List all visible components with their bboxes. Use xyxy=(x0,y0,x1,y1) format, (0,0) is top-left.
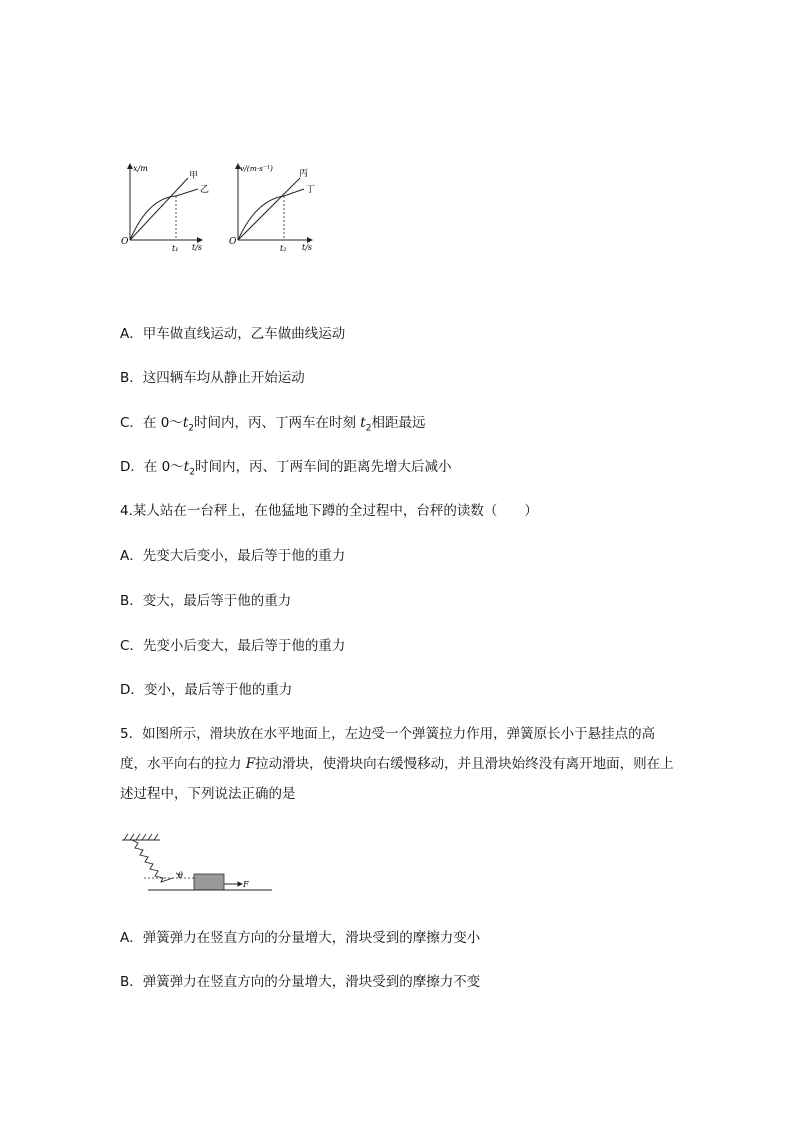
q5-stem xyxy=(120,719,675,809)
force-label: F xyxy=(243,880,249,889)
q4-option-d: D．变小，最后等于他的重力 xyxy=(120,682,293,698)
q4-stem: 4.某人站在一台秤上，在他猛地下蹲的全过程中，台秤的读数（ ） xyxy=(120,503,538,519)
q5-option-a: A．弹簧弹力在竖直方向的分量增大，滑块受到的摩擦力变小 xyxy=(120,930,481,946)
left-curve-jia xyxy=(130,178,188,240)
right-graph xyxy=(229,164,315,253)
left-graph xyxy=(121,164,209,253)
left-curve-yi xyxy=(130,189,198,240)
q3-option-c-var: t xyxy=(182,415,189,431)
q3-option-c-var2: t xyxy=(360,415,366,431)
right-label-ding: 丁 xyxy=(306,185,316,195)
right-curve-bing xyxy=(238,178,300,240)
q3-option-d-var: t xyxy=(183,459,190,475)
q3-option-d-sub: 2 xyxy=(189,467,195,478)
q5-stem-pre: 5．如图所示，滑块放在水平地面上，左边受一个弹簧拉力作用，弹簧原长小于悬挂点的高度，水平向右的拉力 xyxy=(120,726,656,772)
q3-option-d xyxy=(120,458,451,482)
right-curve-ding xyxy=(238,189,304,240)
ceiling-hatch xyxy=(124,834,158,840)
q5-option-b: B．弹簧弹力在竖直方向的分量增大，滑块受到的摩擦力不变 xyxy=(120,974,481,990)
q4-option-a: A．先变大后变小，最后等于他的重力 xyxy=(120,548,346,564)
left-tick-t1: t₁ xyxy=(172,244,179,253)
left-y-label: x/m xyxy=(133,164,148,173)
right-tick-t2: t₂ xyxy=(280,244,287,253)
q4-option-b: B．变大，最后等于他的重力 xyxy=(120,593,292,609)
slider-block xyxy=(194,874,224,890)
q3-option-d-post: 时间内，丙、丁两车间的距离先增大后减小 xyxy=(194,459,452,475)
spring xyxy=(132,840,173,882)
q3-option-c-mid: 时间内，丙、丁两车在时刻 xyxy=(193,415,361,431)
q3-option-c-sub: 2 xyxy=(188,423,194,434)
right-label-bing: 丙 xyxy=(299,169,309,179)
q3-option-b: B．这四辆车均从静止开始运动 xyxy=(120,370,305,386)
q3-option-c-post: 相距最远 xyxy=(371,415,426,431)
right-x-label: t/s xyxy=(302,243,313,252)
q4-option-c: C．先变小后变大，最后等于他的重力 xyxy=(120,638,346,654)
left-label-yi: 乙 xyxy=(200,185,210,195)
right-origin: O xyxy=(229,237,237,247)
spring-block-figure xyxy=(118,832,278,896)
right-y-label: v/(m·s⁻¹) xyxy=(240,164,273,173)
left-origin: O xyxy=(121,237,129,247)
q3-option-c xyxy=(120,414,425,438)
q3-option-a: A．甲车做直线运动，乙车做曲线运动 xyxy=(120,326,346,342)
q5-stem-var: F xyxy=(245,756,256,772)
motion-graphs-figure xyxy=(118,156,333,256)
left-label-jia: 甲 xyxy=(189,171,199,181)
angle-label: θ xyxy=(178,871,183,880)
left-x-label: t/s xyxy=(192,243,203,252)
q3-option-c-pre: C．在 0～ xyxy=(120,415,183,431)
q5-stem-post: 拉动滑块，使滑块向右缓慢移动，并且滑块始终没有离开地面，则在上述过程中，下列说法正确的是 xyxy=(120,756,674,802)
q3-option-c-sub2: 2 xyxy=(365,423,372,434)
q3-option-d-pre: D．在 0～ xyxy=(120,459,184,475)
